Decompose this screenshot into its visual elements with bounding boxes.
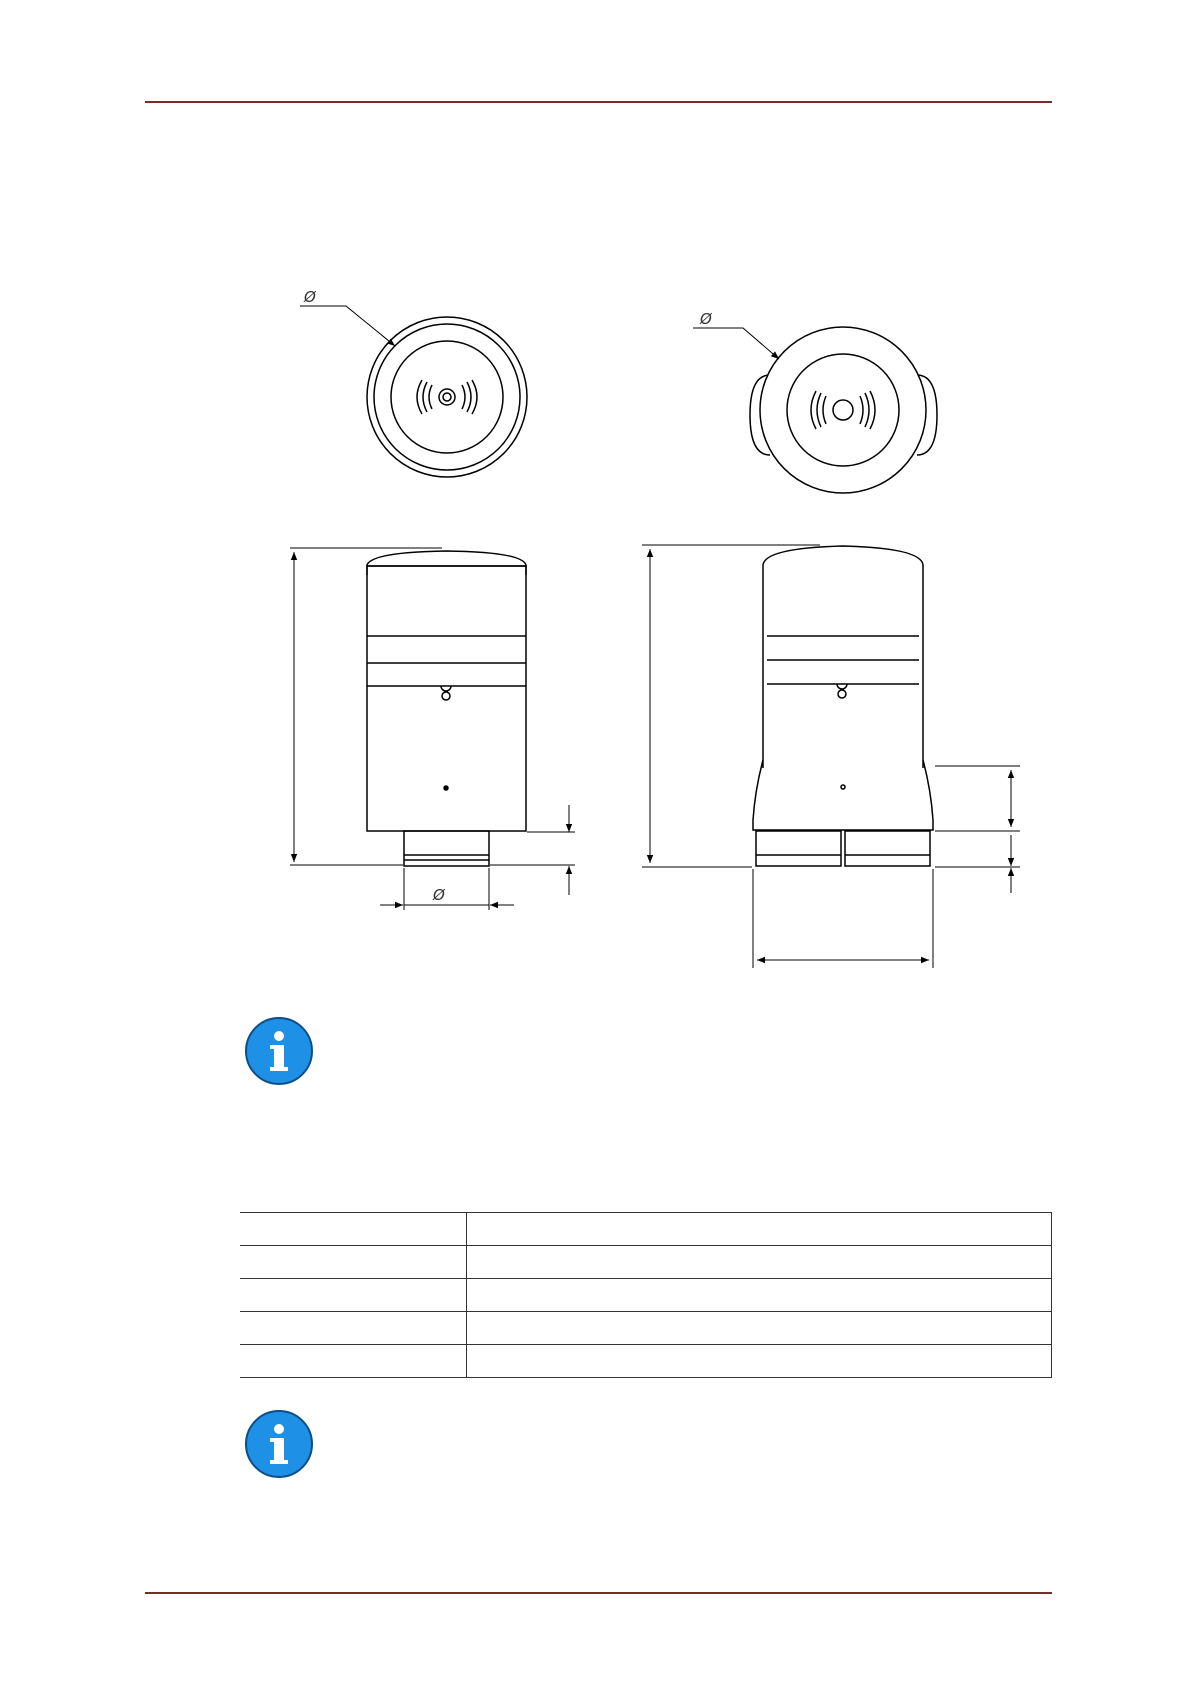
table-cell (467, 1213, 1052, 1246)
leader-top-small (300, 288, 395, 346)
side-view-small (367, 551, 526, 866)
table-row (240, 1312, 1052, 1345)
table-cell (240, 1213, 467, 1246)
footer-rule (145, 1592, 1052, 1594)
table-row (240, 1345, 1052, 1378)
table-row (240, 1279, 1052, 1312)
table-cell (467, 1279, 1052, 1312)
leader-top-large (693, 310, 779, 359)
diameter-label: Ø (700, 310, 712, 328)
table-cell (240, 1345, 467, 1378)
table-row (240, 1246, 1052, 1279)
table-cell (467, 1246, 1052, 1279)
table-cell (467, 1345, 1052, 1378)
info-icon (243, 1015, 315, 1087)
table-row (240, 1213, 1052, 1246)
side-view-large (753, 546, 933, 866)
info-icon (243, 1408, 315, 1480)
table-cell (240, 1312, 467, 1345)
spec-table (240, 1212, 1052, 1378)
table-cell (467, 1312, 1052, 1345)
table-cell (240, 1246, 467, 1279)
top-view-large (750, 327, 937, 493)
table-cell (240, 1279, 467, 1312)
top-view-small (367, 317, 527, 477)
side-large-dimensions (642, 545, 1020, 968)
diameter-label: Ø (433, 886, 445, 904)
diameter-label: Ø (304, 288, 316, 306)
